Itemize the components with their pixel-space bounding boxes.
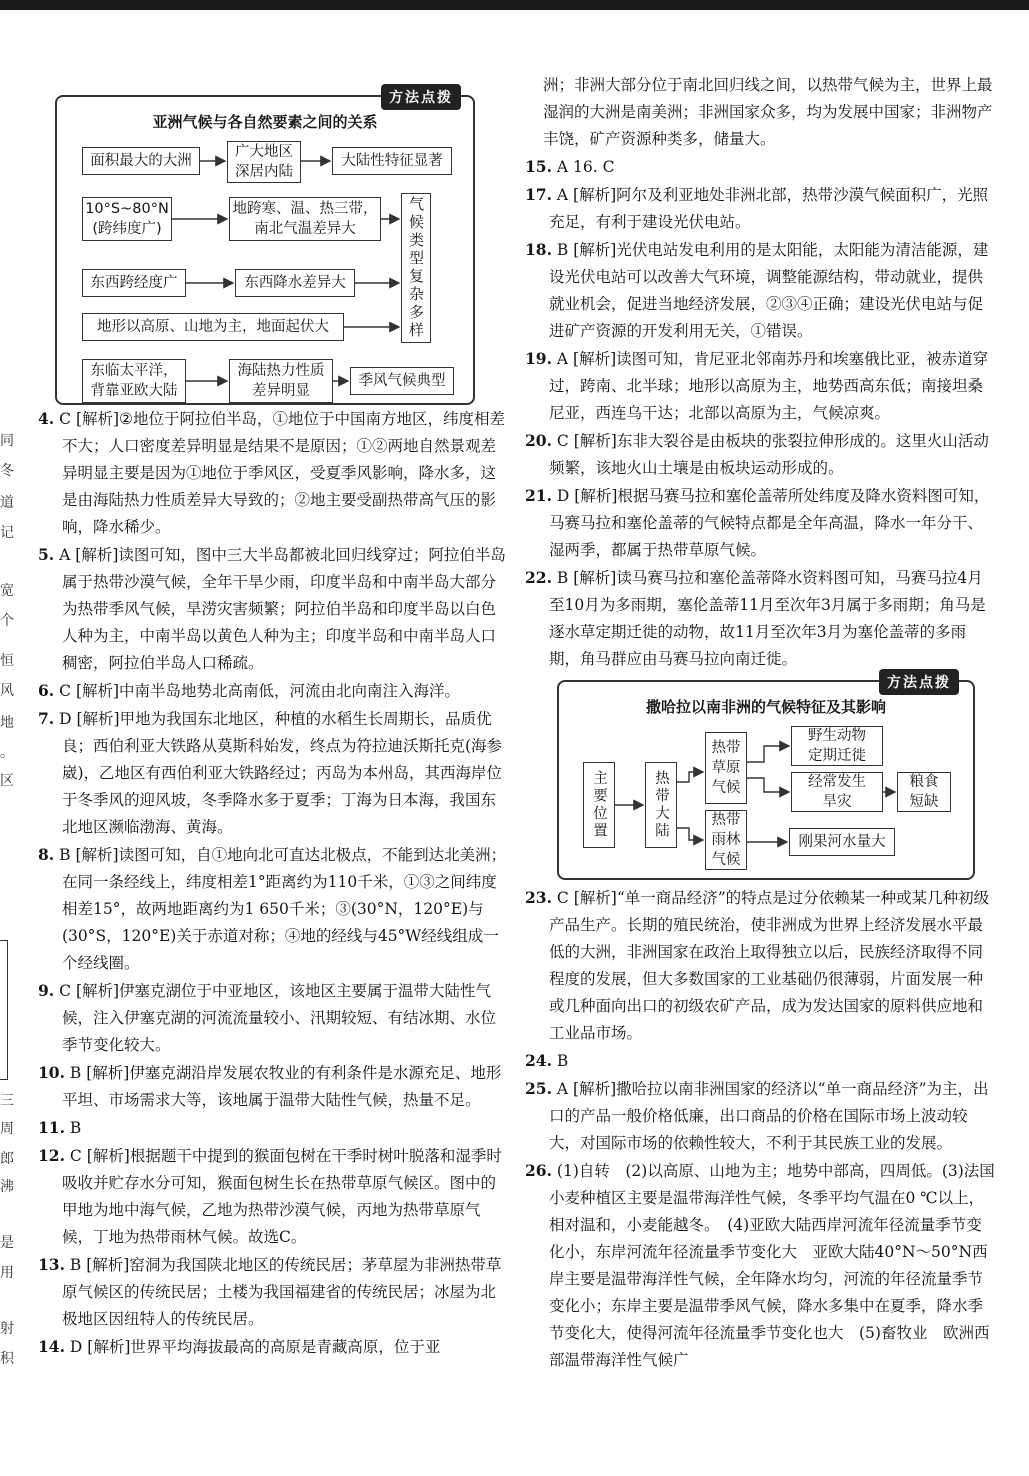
answer-item [525, 427, 995, 482]
node-main-location: 主要位置 [583, 762, 615, 848]
answer-number: 24. [525, 1051, 552, 1070]
analysis-tag: [解析] [573, 1080, 617, 1098]
answer-number: 11. [38, 1118, 65, 1137]
answer-item [525, 482, 995, 564]
answer-item [38, 977, 508, 1059]
answer-item [525, 1157, 995, 1374]
box2-arrows [559, 682, 977, 882]
strip-char: 记 [0, 525, 14, 541]
answer-option: A [556, 158, 569, 176]
strip-char: 风 [0, 683, 14, 699]
node-continental: 大陆性特征显著 [332, 147, 452, 175]
box-title: 亚洲气候与各自然要素之间的关系 [152, 113, 378, 131]
right-top-continuation: 洲；非洲大部分位于南北回归线之间，以热带气候为主，世界上最湿润的大洲是南美洲；非洲国家众多，均为发展中国家；非洲物产丰饶，矿产资源种类多，储量大。 [543, 76, 993, 148]
answer-text: 光伏电站发电利用的是太阳能，太阳能为清洁能源，建设光伏电站可以改善大气环境，调整能源结构，带动就业，提供就业机会，促进当地经济发展，②③④正确；建设光伏电站与促进矿产资源的开发利用无关，①错误。 [549, 241, 989, 340]
strip-char: 。 [0, 745, 14, 761]
node-rainforest: 热带雨林气候 [705, 810, 747, 870]
answer-number: 18. [525, 240, 552, 259]
node-tropical-continent: 热带大陆 [645, 762, 677, 848]
node-climate-diverse: 气候类型复杂多样 [401, 193, 431, 343]
node-terrain: 地形以高原、山地为主，地面起伏大 [82, 313, 344, 341]
analysis-tag: [解析] [86, 1064, 130, 1082]
answer-option: D [556, 487, 570, 505]
analysis-tag: [解析] [573, 241, 617, 259]
analysis-tag: [解析] [75, 682, 120, 700]
analysis-tag: [解析] [76, 710, 120, 728]
answer-option: D [69, 1338, 83, 1356]
answer-option: A [556, 350, 569, 368]
answer-text: 读图可知，图中三大半岛都被北回归线穿过；阿拉伯半岛属于热带沙漠气候，全年干旱少雨，印度半岛和中南半岛大部分为热带季风气候，旱涝灾害频繁；阿拉伯半岛和印度半岛以白色人种为主，中南半岛以黄色人种为主；印度半岛和中南半岛人口稠密，阿拉伯半岛人口稀疏。 [62, 546, 506, 672]
answer-option: D [59, 710, 72, 728]
answer-text: 窑洞为我国陕北地区的传统民居；茅草屋为非洲热带草原气候区的传统民居；土楼为我国福建省的传统民居；冰屋为北极地区因纽特人的传统民居。 [62, 1256, 502, 1328]
answer-number: 22. [525, 568, 552, 587]
answer-option: C [59, 682, 71, 700]
answer-text: “单一商品经济”的特点是过分依赖某一种或某几种初级产品生产。长期的殖民统治，使非洲成为世界上经济发展水平最低的大洲，非洲国家在政治上取得独立以后，民族经济取得不同程度的发展，但大多数国家的工业基础仍很薄弱，片面发展一种或几种面向出口的初级农矿产品，成为发达国家的原料供应地和工业品市场。 [549, 889, 990, 1042]
analysis-tag: [解析] [573, 569, 617, 587]
answer-option: B [556, 1052, 569, 1070]
answer-number: 5. [38, 545, 55, 564]
strip-char: 沸 [0, 1179, 14, 1195]
left-answer-column [38, 405, 508, 1361]
answer-item [525, 564, 995, 673]
analysis-tag: [解析] [573, 432, 617, 450]
answer-option: B [69, 1119, 82, 1137]
analysis-tag: [解析] [75, 410, 120, 428]
answer-option: B [69, 1256, 82, 1274]
answer-item [525, 181, 995, 236]
answer-number: 17. [525, 185, 552, 204]
answer-option: A [556, 1080, 569, 1098]
strip-char: 地 [0, 715, 14, 731]
answer-text: ②地位于阿拉伯半岛，①地位于中国南方地区，纬度相差不大；人口密度差异明显是结果不是原因；①②两地自然景观差异明显主要是因为①地位于季风区，受夏季风影响，降水多，这是由海陆热力性质差异大导致的；②地主要受副热带高气压的影响，降水稀少。 [62, 410, 505, 536]
method-badge-2: 方法点拨 [879, 669, 959, 695]
answer-text: 根据题干中提到的猴面包树在干季时树叶脱落和湿季时吸收并贮存水分可知，猴面包树生长在热带草原气候区。图中的甲地为地中海气候，乙地为热带沙漠气候，丙地为热带草原气候，丁地为热带雨林气候。故选C。 [62, 1147, 502, 1246]
answer-number: 23. [525, 888, 552, 907]
answer-item [38, 677, 508, 705]
answer-number: 14. [38, 1337, 65, 1356]
answer-item [525, 345, 995, 427]
answer-option: C [556, 432, 569, 450]
answer-number: 21. [525, 486, 552, 505]
node-thermal: 海陆热力性质 差异明显 [229, 359, 333, 403]
node-longitude: 东西跨经度广 [82, 269, 186, 297]
answer-item [38, 405, 508, 541]
answer-text: 伊塞克湖沿岸发展农牧业的有利条件是水源充足、地形平坦、市场需求大等，该地属于温带大陆性气候，热量不足。 [62, 1064, 502, 1109]
strip-char: 个 [0, 613, 14, 629]
node-migration: 野生动物 定期迁徙 [791, 726, 883, 766]
answer-number: 6. [38, 681, 55, 700]
answer-number: 4. [38, 409, 55, 428]
answer-option: A [556, 186, 569, 204]
answer-text: 读图可知，肯尼亚北邻南苏丹和埃塞俄比亚，被赤道穿过，跨南、北半球；地形以高原为主，地势西高东低；南接坦桑尼亚，西连乌干达；北部以高原为主，气候凉爽。 [549, 350, 989, 422]
answer-option: C [556, 889, 569, 907]
answer-item [38, 1333, 508, 1361]
strip-char: 积 [0, 1351, 14, 1367]
answer-option: C [59, 410, 71, 428]
analysis-tag: [解析] [574, 487, 618, 505]
node-latitude: 10°S~80°N (跨纬度广) [82, 197, 172, 241]
margin-table-fragment [0, 940, 8, 1080]
answer-option: A [59, 546, 71, 564]
strip-char: 是 [0, 1235, 14, 1251]
answer-text: 读图可知，自①地向北可直达北极点，不能到达北美洲；在同一条经线上，纬度相差1°距离约为110千米，①③之间纬度相差15°，故两地距离约为1 650千米；③(30°N，120°E)与(30°S，120°E)关于赤道对称；④地的经线与45°W经线组成一个经线圈。 [62, 846, 507, 972]
strip-char: 射 [0, 1321, 14, 1337]
answer-number: 19. [525, 349, 552, 368]
node-food-shortage: 粮食 短缺 [897, 772, 951, 812]
method-badge: 方法点拨 [381, 84, 461, 110]
strip-char: 郎 [0, 1151, 14, 1167]
analysis-tag: [解析] [75, 546, 119, 564]
node-largest-continent: 面积最大的大洲 [82, 147, 200, 175]
strip-char: 道 [0, 495, 14, 511]
answer-option: B [556, 569, 569, 587]
answer-number: 13. [38, 1255, 65, 1274]
answer-option: B [556, 241, 569, 259]
analysis-tag: [解析] [75, 846, 119, 864]
answer-text: 东非大裂谷是由板块的张裂拉伸形成的。这里火山活动频繁，该地火山土壤是由板块运动形成的。 [549, 432, 989, 477]
answer-number: 25. [525, 1079, 552, 1098]
strip-char: 冬 [0, 463, 14, 479]
right-answer-column [525, 72, 995, 673]
strip-char: 区 [0, 773, 14, 789]
page-top-border [0, 0, 1029, 10]
analysis-tag: [解析] [86, 1147, 130, 1165]
strip-char: 周 [0, 1121, 14, 1137]
node-savanna: 热带草原气候 [705, 732, 747, 804]
box1-arrows [57, 97, 477, 407]
answer-item [38, 841, 508, 977]
node-monsoon: 季风气候典型 [350, 367, 454, 395]
analysis-tag: [解析] [75, 982, 120, 1000]
answer-option: C [59, 982, 71, 1000]
answer-number: 8. [38, 845, 55, 864]
right-answer-column-2 [525, 884, 995, 1374]
answer-item [38, 1251, 508, 1333]
answer-number: 12. [38, 1146, 65, 1165]
node-inland: 广大地区 深居内陆 [227, 141, 301, 183]
node-drought: 经常发生 旱灾 [791, 772, 883, 812]
answer-number: 9. [38, 981, 55, 1000]
answer-item [38, 705, 508, 841]
strip-char: 用 [0, 1265, 14, 1281]
answer-text: 世界平均海拔最高的高原是青藏高原，位于亚 [130, 1338, 441, 1356]
analysis-tag: [解析] [87, 1338, 131, 1356]
answer-number: 15. [525, 157, 552, 176]
answer-item [38, 1142, 508, 1251]
method-box-asia-climate [55, 90, 475, 405]
answer-text: 根据马赛马拉和塞伦盖蒂所处纬度及降水资料图可知，马赛马拉和塞伦盖蒂的气候特点都是全年高温，降水一年分干、湿两季，都属于热带草原气候。 [549, 487, 990, 559]
answer-item [525, 236, 995, 345]
box2-title: 撒哈拉以南非洲的气候特征及其影响 [645, 698, 886, 716]
answer-option: C [69, 1147, 82, 1165]
analysis-tag: [解析] [573, 350, 617, 368]
answer-item [525, 153, 995, 181]
answer-item [38, 1059, 508, 1114]
node-congo: 刚果河水量大 [789, 828, 895, 856]
strip-char: 三 [0, 1093, 14, 1109]
analysis-tag: [解析] [86, 1256, 130, 1274]
answer-text: (1)自转 (2)以高原、山地为主；地势中部高，四周低。(3)法国小麦种植区主要是温带海洋性气候，冬季平均气温在0 ℃以上，相对温和，小麦能越冬。 (4)亚欧大陆西岸河流年径流量季节变化小，东岸河流年径流量季节变化大 亚欧大陆40°N～50°N西岸主要是温带海洋性气候，全年降水均匀，河流的年径流量季节变化小；东岸主要是温带季风气候，降水多集中在夏季，降水季节变化大，使得河流年径流量季节变化也大 (5)畜牧业 欧洲西部温带海洋性气候广 [549, 1162, 995, 1369]
strip-char: 同 [0, 433, 14, 449]
answer-option: B [69, 1064, 82, 1082]
method-box-africa-climate [557, 675, 975, 880]
analysis-tag: [解析] [573, 186, 617, 204]
answer-text: 阿尔及利亚地处非洲北部，热带沙漠气候面积广，光照充足，有利于建设光伏电站。 [549, 186, 989, 231]
analysis-tag: [解析] [573, 889, 617, 907]
node-precip-diff: 东西降水差异大 [235, 269, 355, 297]
answer-item [525, 1075, 995, 1157]
answer-text: 甲地为我国东北地区，种植的水稻生长周期长，品质优良；西伯利亚大铁路从莫斯科始发，终点为符拉迪沃斯托克(海参崴)，乙地区有西伯利亚大铁路经过；丙岛为本州岛，其西海岸位于冬季风的迎风坡，冬季降水多于夏季；丁海为日本海，我国东北地区濒临渤海、黄海。 [62, 710, 503, 836]
answer-number: 26. [525, 1161, 552, 1180]
strip-char: 恒 [0, 653, 14, 669]
answer-item [525, 884, 995, 1047]
answer-option: B [59, 846, 71, 864]
answer-item [38, 1114, 508, 1142]
answer-text: 撒哈拉以南非洲国家的经济以“单一商品经济”为主，出口的产品一般价格低廉，出口商品的价格在国际市场上波动较大，对国际市场的依赖性较大，不利于其民族工业的发展。 [549, 1080, 989, 1152]
node-pacific: 东临太平洋， 背靠亚欧大陆 [82, 359, 186, 403]
strip-char: 宽 [0, 583, 14, 599]
answer-number: 10. [38, 1063, 65, 1082]
answer-item [525, 1047, 995, 1075]
answer-text: 16. C [573, 158, 615, 176]
answer-number: 20. [525, 431, 552, 450]
node-three-zones: 地跨寒、温、热三带， 南北气温差异大 [229, 197, 381, 241]
answer-text: 读马赛马拉和塞伦盖蒂降水资料图可知，马赛马拉4月至10月为多雨期，塞伦盖蒂11月至次年3月属于多雨期；角马是逐水草定期迁徙的动物，故11月至次年3月为塞伦盖蒂的多雨期，角马群应由马赛马拉向南迁徙。 [549, 569, 986, 668]
answer-item [38, 541, 508, 677]
answer-text: 中南半岛地势北高南低，河流由北向南注入海洋。 [119, 682, 461, 700]
answer-text: 伊塞克湖位于中亚地区，该地区主要属于温带大陆性气候，注入伊塞克湖的河流流量较小、汛期较短、有结冰期、水位季节变化较大。 [62, 982, 497, 1054]
answer-number: 7. [38, 709, 55, 728]
